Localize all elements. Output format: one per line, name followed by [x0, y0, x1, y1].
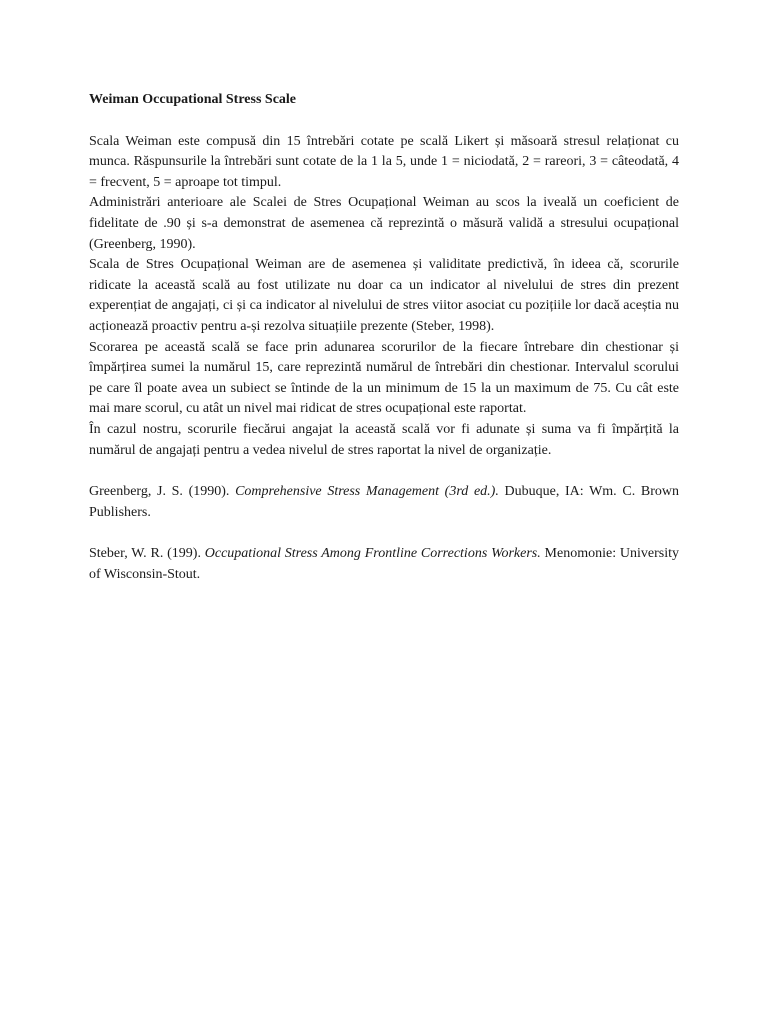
- reference-greenberg-author: Greenberg, J. S. (1990).: [89, 484, 236, 500]
- reference-greenberg-publisher: Dubuque, IA: Wm. C. Brown Publishers.: [89, 484, 679, 520]
- reference-steber-author: Steber, W. R. (199).: [89, 546, 205, 562]
- reference-steber-title: Occupational Stress Among Frontline Corrections Workers.: [204, 546, 541, 562]
- reference-greenberg: [89, 482, 679, 523]
- document-body: [89, 90, 679, 606]
- reference-steber-publisher: Menomonie: University of Wisconsin-Stout.: [89, 546, 679, 582]
- reference-steber: [89, 544, 679, 585]
- paragraph-likert: Scala Weiman este compusă din 15 întrebări cotate pe scală Likert și măsoară stresul relaționat cu munca. Răspunsurile la întrebări sunt cotate de la 1 la 5, unde 1 = niciodată, 2 = rareori, 3 = câteodată, 4 = frecvent, 5 = aproape tot timpul.: [89, 133, 679, 190]
- references: [89, 482, 679, 585]
- paragraph-validity: Scala de Stres Ocupațional Weiman are de asemenea și validitate predictivă, în ideea că, scorurile ridicate la această scală au fost utilizate nu doar ca un indicator al nivelului de stres din prezent experențiat de angajați, ci și ca indicator al nivelului de stres viitor asociat cu pozițiile lor dacă aceștia nu acționează proactiv pentru a-și rezolva situațiile prezente (Steber, 1998).: [89, 257, 679, 334]
- paragraph-scoring: Scorarea pe această scală se face prin adunarea scorurilor de la fiecare întrebare din chestionar și împărțirea sumei la numărul 15, care reprezintă numărul de întrebări din chestionar. Intervalul scorului pe care îl poate avea un subiect se întinde de la un minimum de 15 la un maximum de 75. Cu cât este mai mare scorul, cu atât un nivel mai ridicat de stres ocupațional este raportat.: [89, 339, 679, 417]
- paragraph-reliability: Administrări anterioare ale Scalei de Stres Ocupațional Weiman au scos la iveală un coeficient de fidelitate de .90 și s-a demonstrat de asemenea că reprezintă o măsură validă a stresului ocupațional (Greenberg, 1990).: [89, 195, 679, 252]
- reference-greenberg-title: Comprehensive Stress Management (3rd ed.).: [235, 484, 499, 500]
- paragraph-our-case: În cazul nostru, scorurile fiecărui angajat la această scală vor fi adunate și suma va fi împărțită la numărul de angajați pentru a vedea nivelul de stres raportat la nivel de organizație.: [89, 421, 679, 458]
- document-title: Weiman Occupational Stress Scale: [89, 92, 297, 107]
